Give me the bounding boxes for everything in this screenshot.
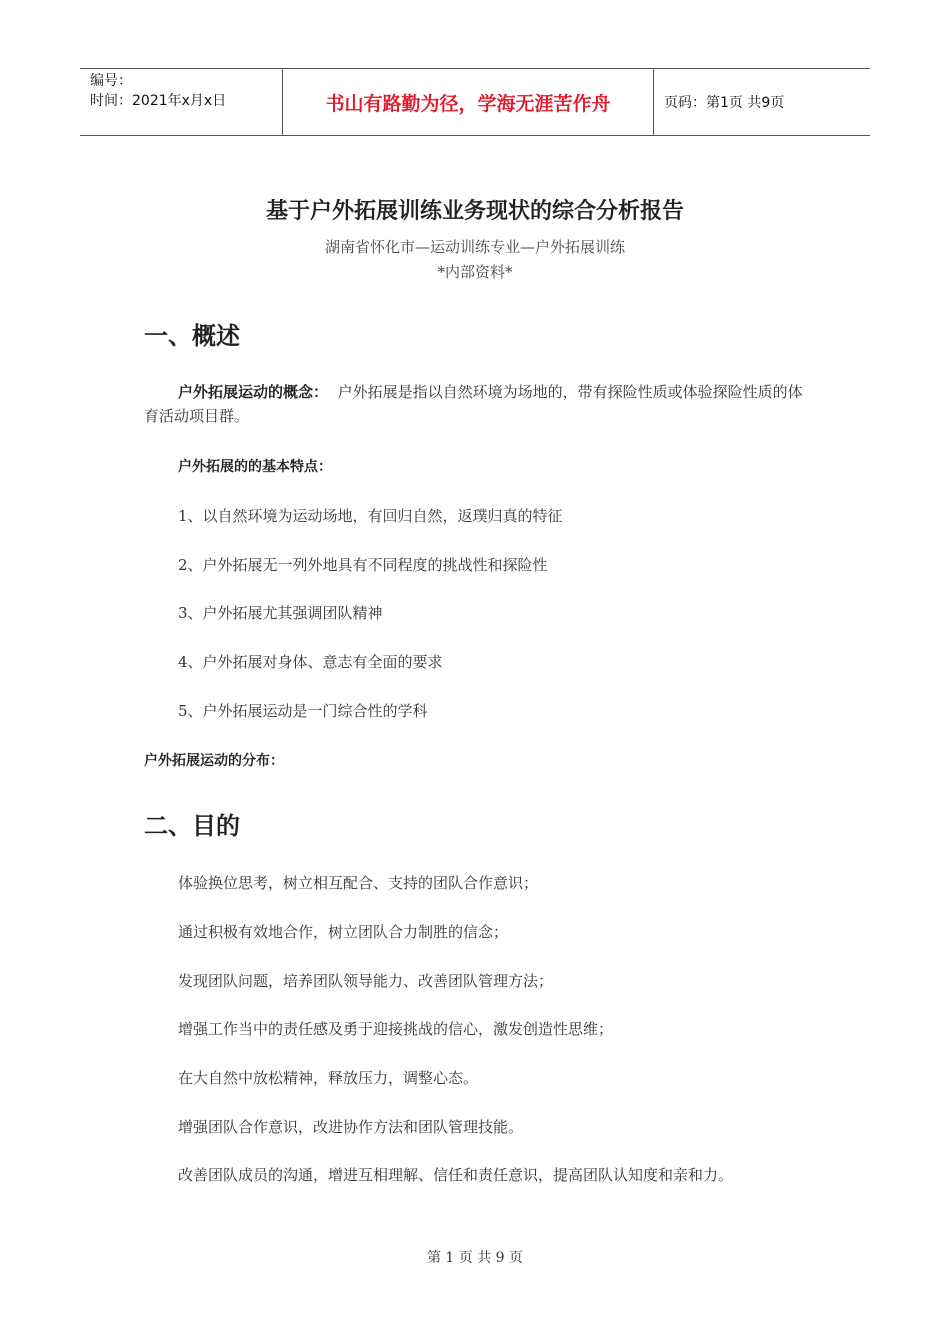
motto-cell	[282, 69, 654, 135]
page-footer: 第 1 页 共 9 页	[426, 1250, 524, 1266]
feature-item: 4、户外拓展对身体、意志有全面的要求	[178, 653, 443, 671]
confidential-note: *内部资料*	[437, 263, 513, 281]
purpose-item: 体验换位思考，树立相互配合、支持的团队合作意识；	[178, 874, 539, 892]
header-table	[80, 68, 870, 136]
page-code-cell	[654, 69, 870, 135]
concept-text: 户外拓展是指以自然环境为场地的，带有探险性质或体验探险性质的体育活动项目群。	[144, 383, 803, 425]
purpose-item: 增强工作当中的责任感及勇于迎接挑战的信心，激发创造性思维；	[178, 1020, 614, 1038]
distribution-label: 户外拓展运动的分布：	[144, 753, 284, 769]
section-heading-purpose: 二、目的	[144, 812, 240, 840]
feature-item: 5、户外拓展运动是一门综合性的学科	[178, 702, 428, 720]
number-label: 编号：	[90, 73, 132, 89]
concept-label: 户外拓展运动的概念：	[178, 383, 329, 401]
purpose-item: 改善团队成员的沟通，增进互相理解、信任和责任意识，提高团队认知度和亲和力。	[178, 1166, 734, 1184]
purpose-item: 在大自然中放松精神，释放压力，调整心态。	[178, 1069, 479, 1087]
document-subtitle: 湖南省怀化市—运动训练专业—户外拓展训练	[324, 238, 625, 256]
page-code-text: 页码：第1页 共9页	[664, 95, 785, 111]
time-label: 时间：2021年x月x日	[90, 93, 227, 109]
features-label: 户外拓展的的基本特点：	[178, 459, 332, 475]
header-meta-cell	[80, 69, 282, 135]
feature-item: 2、户外拓展无一列外地具有不同程度的挑战性和探险性	[178, 556, 548, 574]
purpose-item: 增强团队合作意识，改进协作方法和团队管理技能。	[178, 1118, 524, 1136]
feature-item: 1、以自然环境为运动场地，有回归自然，返璞归真的特征	[178, 507, 563, 525]
concept-paragraph	[144, 380, 814, 428]
purpose-item: 发现团队问题，培养团队领导能力、改善团队管理方法；	[178, 972, 554, 990]
motto-text: 书山有路勤为径，学海无涯苦作舟	[325, 92, 611, 115]
section-heading-overview: 一、概述	[144, 322, 240, 350]
purpose-item: 通过积极有效地合作，树立团队合力制胜的信念；	[178, 923, 509, 941]
feature-item: 3、户外拓展尤其强调团队精神	[178, 604, 383, 622]
document-title: 基于户外拓展训练业务现状的综合分析报告	[265, 199, 684, 224]
